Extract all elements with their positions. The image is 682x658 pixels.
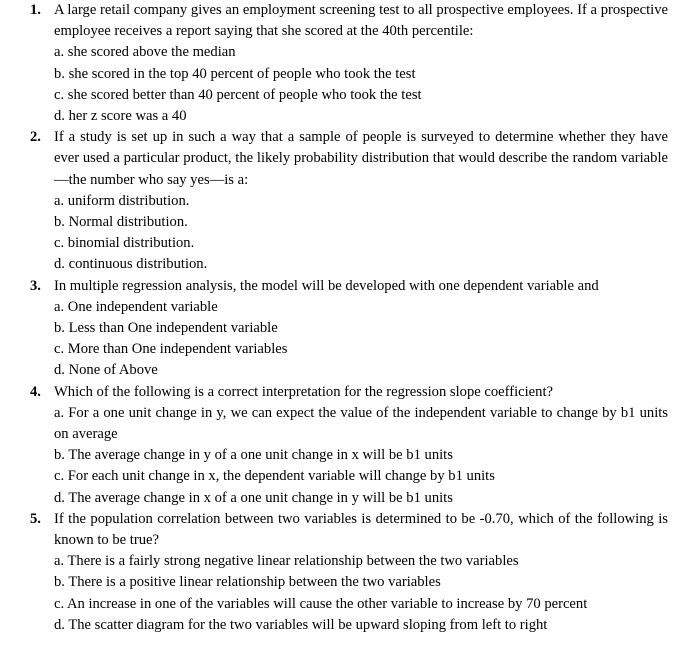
question-number: 5. xyxy=(30,510,41,527)
question-1 xyxy=(0,0,682,127)
option-a: a. she scored above the median xyxy=(54,44,236,61)
option-b: b. There is a positive linear relationship between the two variables xyxy=(54,574,441,591)
option-b: b. Less than One independent variable xyxy=(54,320,278,337)
option-d: d. The scatter diagram for the two variables will be upward sloping from left to right xyxy=(54,616,548,633)
option-b: b. Normal distribution. xyxy=(54,214,188,231)
question-3 xyxy=(0,276,682,382)
option-d: d. continuous distribution. xyxy=(54,256,208,273)
question-text: Which of the following is a correct interpretation for the regression slope coefficient? xyxy=(54,383,553,400)
option-c: c. she scored better than 40 percent of people who took the test xyxy=(54,86,422,103)
question-5 xyxy=(0,509,682,636)
option-a: a. For a one unit change in y, we can expect the value of the independent variable to change by b1 units on average xyxy=(54,404,668,443)
question-4 xyxy=(0,382,682,509)
option-d: d. her z score was a 40 xyxy=(54,108,187,125)
option-b: b. she scored in the top 40 percent of people who took the test xyxy=(54,65,416,82)
question-text: If the population correlation between two variables is determined to be -0.70, which of the following is known to be true? xyxy=(54,510,668,549)
question-number: 1. xyxy=(30,2,41,18)
option-c: c. More than One independent variables xyxy=(54,341,288,358)
question-number: 3. xyxy=(30,277,41,294)
question-number: 4. xyxy=(30,383,41,400)
question-number: 2. xyxy=(30,129,41,146)
option-b: b. The average change in y of a one unit change in x will be b1 units xyxy=(54,447,453,464)
option-c: c. binomial distribution. xyxy=(54,235,195,252)
option-a: a. There is a fairly strong negative linear relationship between the two variables xyxy=(54,553,519,570)
option-d: d. The average change in x of a one unit change in y will be b1 units xyxy=(54,489,453,506)
question-text: If a study is set up in such a way that a sample of people is surveyed to determine whether they have ever used a particular product, the likely probability distribution that would describe the random variable—the number who say yes—is a: xyxy=(54,129,668,188)
question-2 xyxy=(0,127,682,275)
option-c: c. An increase in one of the variables will cause the other variable to increase by 70 percent xyxy=(54,595,588,612)
option-list xyxy=(54,551,668,636)
option-a: a. uniform distribution. xyxy=(54,192,190,209)
option-d: d. None of Above xyxy=(54,362,158,379)
option-a: a. One independent variable xyxy=(54,298,218,315)
question-text: A large retail company gives an employment screening test to all prospective employees. If a prospective employee receives a report saying that she scored at the 40th percentile: xyxy=(54,2,668,40)
option-list xyxy=(54,42,668,127)
option-list xyxy=(54,191,668,276)
option-list xyxy=(54,297,668,382)
option-list xyxy=(54,403,668,509)
option-c: c. For each unit change in x, the dependent variable will change by b1 units xyxy=(54,468,495,485)
question-text: In multiple regression analysis, the model will be developed with one dependent variable and xyxy=(54,277,599,294)
